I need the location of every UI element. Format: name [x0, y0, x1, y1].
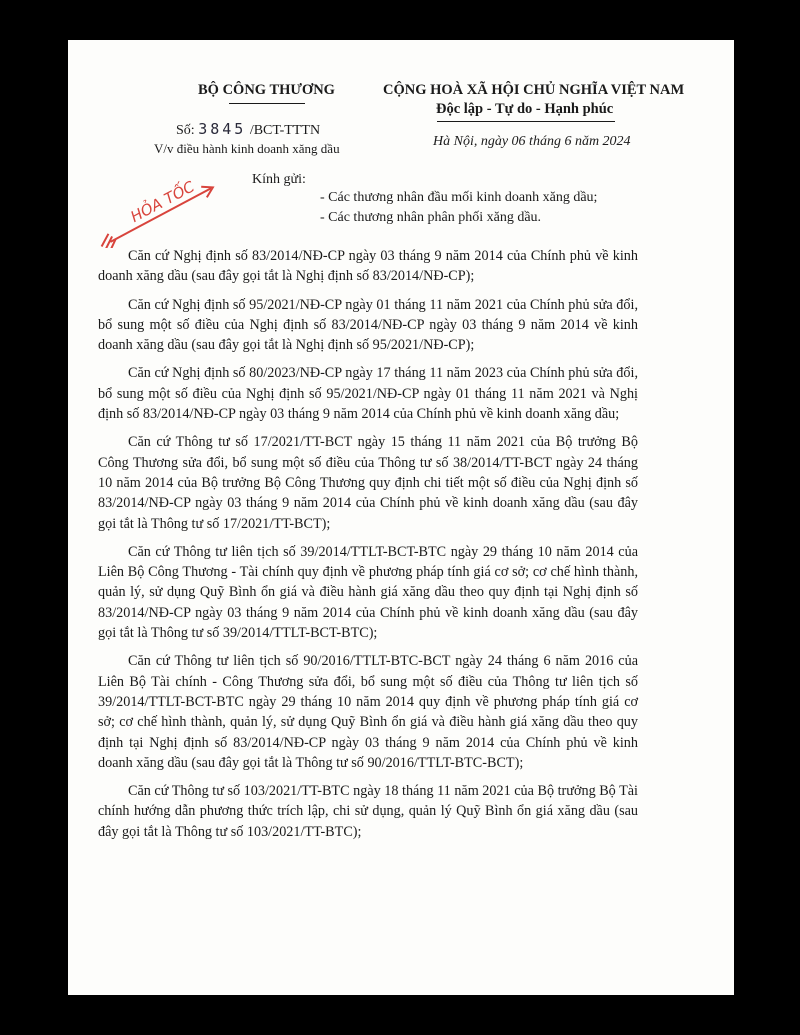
paragraph: Căn cứ Thông tư liên tịch số 39/2014/TTLT-BCT-BTC ngày 29 tháng 10 năm 2014 của Liên Bộ Công Thương - Tài chính quy định về phương pháp tính giá cơ sở; cơ chế hình thành, quản lý, sử dụng Quỹ Bình ổn giá và điều hành giá xăng dầu theo quy định tại Nghị định số 83/2014/NĐ-CP ngày 03 tháng 9 năm 2014 của Chính phủ về kinh doanh xăng dầu (sau đây gọi tắt là Thông tư số 39/2014/TTLT-BCT-BTC); [98, 543, 638, 642]
national-motto: Độc lập - Tự do - Hạnh phúc [436, 101, 614, 117]
recipients-label: Kính gửi: [252, 172, 306, 187]
document-subject: V/v điều hành kinh doanh xăng dầu [154, 141, 340, 156]
recipient-item: - Các thương nhân phân phối xăng dầu. [320, 210, 542, 225]
paragraph: Căn cứ Thông tư số 103/2021/TT-BTC ngày 18 tháng 11 năm 2021 của Bộ trưởng Bộ Tài chính hướng dẫn phương thức trích lập, chi sử dụng, quản lý Quỹ Bình ổn giá xăng dầu (sau đây gọi tắt là Thông tư số 103/2021/TT-BTC); [98, 783, 638, 840]
ministry-text: BỘ CÔNG THƯƠNG [198, 82, 335, 98]
stamp-text: HỎA TỐC [127, 177, 198, 226]
paragraph: Căn cứ Nghị định số 83/2014/NĐ-CP ngày 03 tháng 9 năm 2014 của Chính phủ về kinh doanh xăng dầu (sau đây gọi tắt là Nghị định số 83/2014/NĐ-CP); [98, 248, 638, 285]
paragraph: Căn cứ Nghị định số 80/2023/NĐ-CP ngày 17 tháng 11 năm 2023 của Chính phủ sửa đổi, bổ sung một số điều của Nghị định số 95/2021/NĐ-CP ngày 01 tháng 11 năm 2021 và Nghị định số 83/2014/NĐ-CP ngày 03 tháng 9 năm 2014 của Chính phủ về kinh doanh xăng dầu; [98, 365, 638, 423]
ministry-name [198, 82, 335, 99]
motto-underline [437, 121, 615, 122]
number-suffix: /BCT-TTTN [249, 123, 321, 138]
ministry-underline [229, 103, 305, 104]
number-prefix: Số: [176, 123, 195, 138]
urgent-stamp [82, 168, 232, 248]
paragraph: Căn cứ Thông tư số 17/2021/TT-BCT ngày 15 tháng 11 năm 2021 của Bộ trưởng Bộ Công Thương sửa đổi, bổ sung một số điều của Thông tư số 38/2014/TT-BCT ngày 24 tháng 10 năm 2014 của Bộ trưởng Bộ Công Thương quy định chi tiết một số điều của Nghị định số 83/2014/NĐ-CP ngày 03 tháng 9 năm 2014 của Chính phủ về kinh doanh xăng dầu (sau đây gọi tắt là Thông tư số 17/2021/TT-BCT); [98, 434, 638, 532]
paragraph: Căn cứ Nghị định số 95/2021/NĐ-CP ngày 01 tháng 11 năm 2021 của Chính phủ sửa đổi, bổ sung một số điều của Nghị định số 83/2014/NĐ-CP ngày 03 tháng 9 năm 2014 về kinh doanh xăng dầu (sau đây gọi tắt là Nghị định số 95/2021/NĐ-CP); [98, 296, 638, 354]
number-handwritten: 3845 [198, 120, 247, 138]
country-name: CỘNG HOÀ XÃ HỘI CHỦ NGHĨA VIỆT NAM [383, 82, 685, 98]
paragraph: Căn cứ Thông tư liên tịch số 90/2016/TTLT-BTC-BCT ngày 24 tháng 6 năm 2016 của Liên Bộ Tài chính - Công Thương sửa đổi, bổ sung một số điều của Thông tư liên tịch số 39/2014/TTLT-BCT-BTC ngày 29 tháng 10 năm 2014 quy định về phương pháp tính giá cơ sở; cơ chế hình thành, quản lý, sử dụng Quỹ Bình ổn giá và điều hành giá xăng dầu theo quy định tại Nghị định số 83/2014/NĐ-CP ngày 03 tháng 9 năm 2014 của Chính phủ về kinh doanh xăng dầu (sau đây gọi tắt là Thông tư số 90/2016/TTLT-BTC-BCT); [98, 653, 638, 771]
document-number [176, 120, 320, 139]
document-body [98, 246, 638, 850]
place-date: Hà Nội, ngày 06 tháng 6 năm 2024 [433, 134, 631, 149]
recipient-item: - Các thương nhân đầu mối kinh doanh xăng dầu; [320, 190, 598, 205]
